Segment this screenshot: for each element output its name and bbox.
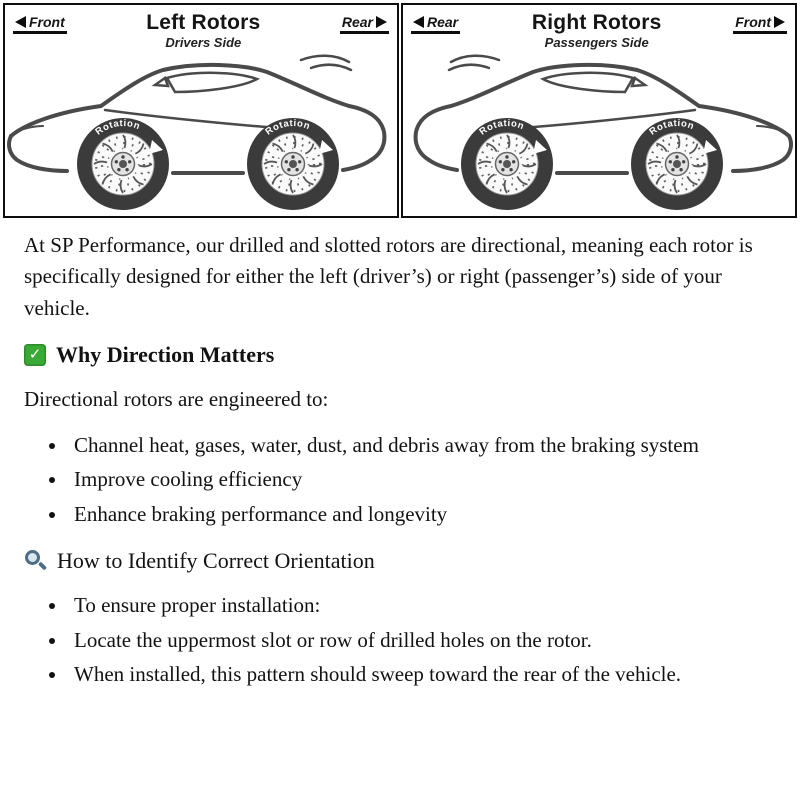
front-rotor-wheel [631, 118, 723, 210]
arrow-left-icon [413, 16, 424, 28]
article-body [0, 218, 800, 691]
check-icon: ✓ [24, 344, 46, 366]
section1-bullet-list [68, 430, 776, 531]
panel-subtitle: Passengers Side [544, 35, 649, 51]
rear-arrow-label [411, 14, 460, 34]
rear-rotor-wheel [247, 118, 339, 210]
bullet-item: • Improve cooling efficiency [68, 464, 776, 496]
heading-text: How to Identify Correct Orientation [57, 548, 375, 574]
front-arrow-label [733, 14, 787, 34]
front-arrow-label [13, 14, 67, 34]
arrow-left-icon [15, 16, 26, 28]
right-panel-header [403, 5, 795, 52]
rear-arrow-label [340, 14, 389, 34]
corner-text: Front [29, 14, 65, 30]
bullet-item: • When installed, this pattern should sweep toward the rear of the vehicle. [68, 659, 776, 691]
front-rotor-wheel [77, 118, 169, 210]
corner-text: Rear [341, 14, 373, 30]
right-panel-title-block [460, 11, 733, 52]
section-heading-why-direction-matters [24, 338, 776, 371]
bullet-item: • To ensure proper installation: [68, 590, 776, 622]
section-heading-identify-orientation [24, 544, 776, 577]
left-rotors-panel [3, 3, 399, 218]
section1-lead: Directional rotors are engineered to: [24, 387, 329, 412]
right-rotors-panel [401, 3, 797, 218]
panel-title: Right Rotors [531, 11, 662, 34]
car-illustration-right [403, 52, 795, 216]
intro-paragraph: At SP Performance, our drilled and slotted rotors are directional, meaning each rotor is specifically designed for either the left (driver’s) or right (passenger’s) side of your vehicle. [24, 232, 753, 320]
section2-bullet-list [68, 590, 776, 691]
panel-subtitle: Drivers Side [165, 35, 242, 51]
corner-text: Rear [427, 14, 459, 30]
panel-title: Left Rotors [146, 11, 261, 34]
arrow-right-icon [774, 16, 785, 28]
corner-text: Front [735, 14, 771, 30]
bullet-item: • Channel heat, gases, water, dust, and debris away from the braking system [68, 430, 776, 462]
car-illustration-left [5, 52, 397, 216]
left-panel-header [5, 5, 397, 52]
magnifier-icon [24, 549, 47, 572]
heading-text: Why Direction Matters [56, 342, 275, 368]
left-panel-title-block [67, 11, 340, 52]
arrow-right-icon [376, 16, 387, 28]
rotor-direction-diagram [0, 0, 800, 218]
bullet-item: • Locate the uppermost slot or row of drilled holes on the rotor. [68, 625, 776, 657]
bullet-item: • Enhance braking performance and longevity [68, 499, 776, 531]
rear-rotor-wheel [461, 118, 553, 210]
